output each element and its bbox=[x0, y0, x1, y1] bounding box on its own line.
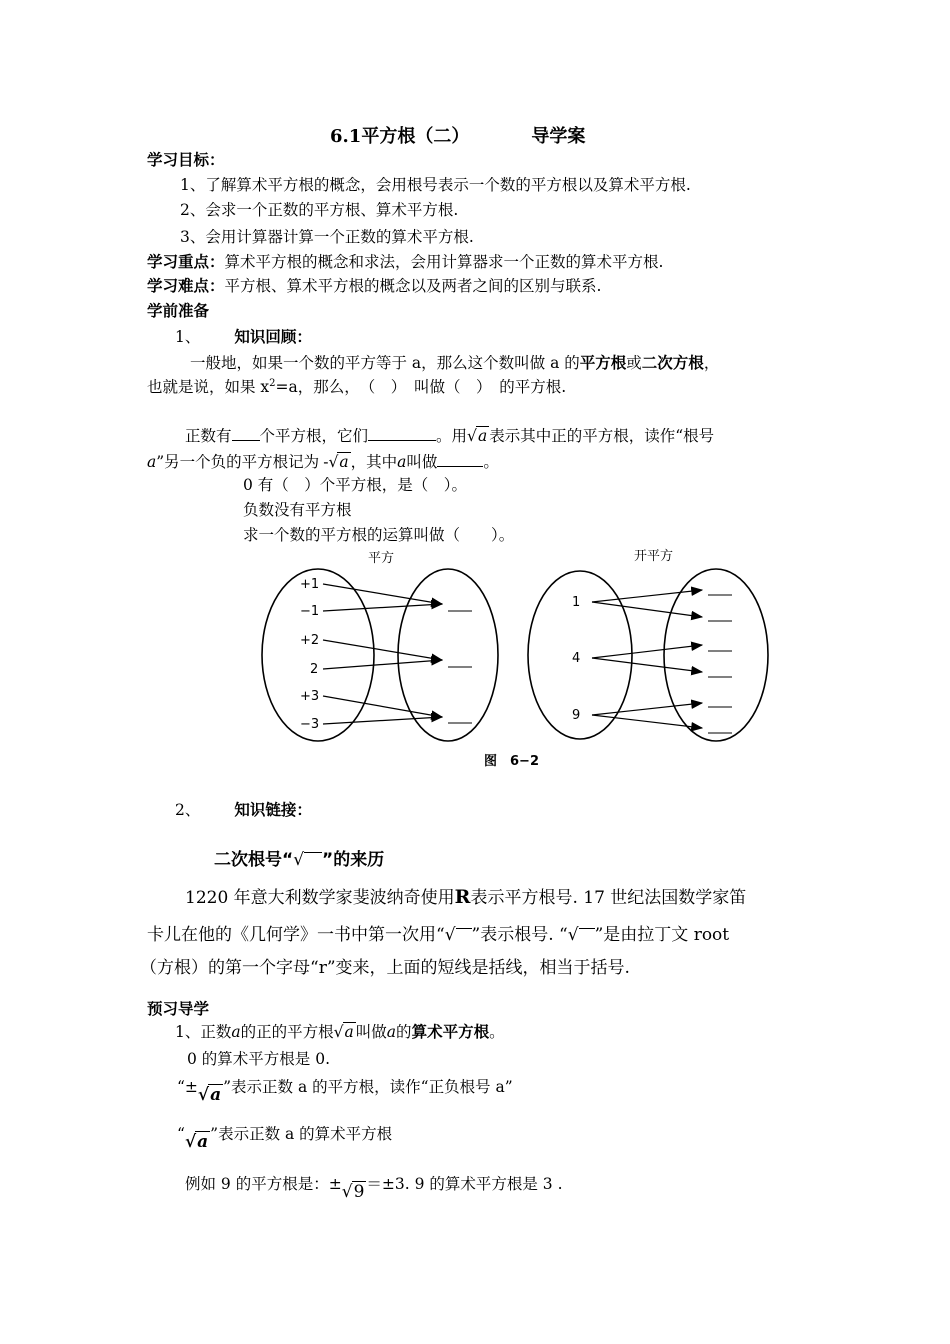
sqrt-a-symbol: √a bbox=[184, 1132, 209, 1152]
label-sqrt: 开平方 bbox=[634, 549, 674, 564]
item-plus3: +3 bbox=[300, 689, 320, 704]
review-paragraph-3: 正数有 个平方根，它们 。用√a 表示其中正的平方根，读作“根号 bbox=[185, 427, 715, 445]
arrow bbox=[592, 602, 702, 617]
objective-item: 1、了解算术平方根的概念，会用根号表示一个数的平方根以及算术平方根. bbox=[180, 176, 691, 194]
prep-heading: 学前准备 bbox=[147, 301, 210, 320]
item-plus2: +2 bbox=[300, 633, 320, 648]
item-plus1: +1 bbox=[300, 577, 320, 592]
link-heading: 2、 知识链接： bbox=[175, 800, 312, 819]
arrow bbox=[323, 696, 442, 717]
page-title: 6.1平方根（二） 导学案 bbox=[330, 126, 586, 147]
preview-line-5: 例如 9 的平方根是：±√9 ＝±3. 9 的算术平方根是 3 . bbox=[185, 1175, 563, 1202]
arrow bbox=[323, 717, 442, 724]
objective-item: 3、会用计算器计算一个正数的算术平方根. bbox=[180, 228, 474, 246]
arrow bbox=[323, 640, 442, 660]
sqrt-a-symbol: √a bbox=[467, 427, 488, 445]
objective-item: 2、会求一个正数的平方根、算术平方根. bbox=[180, 201, 459, 219]
difficulty: 学习难点：平方根、算术平方根的概念以及两者之间的区别与联系. bbox=[147, 276, 602, 295]
arrow bbox=[592, 703, 702, 715]
arrow bbox=[592, 590, 702, 602]
preview-heading: 预习导学 bbox=[147, 999, 210, 1018]
arrow bbox=[592, 658, 702, 672]
arrow bbox=[592, 645, 702, 658]
radical-history-title: 二次根号“√ ”的来历 bbox=[214, 850, 385, 870]
sqrt-operation: 求一个数的平方根的运算叫做（ ）。 bbox=[243, 526, 515, 544]
arrow bbox=[323, 604, 442, 611]
item-2: 2 bbox=[310, 662, 319, 677]
sqrt-9-symbol: √9 bbox=[341, 1182, 365, 1202]
item-minus3: −3 bbox=[300, 717, 320, 732]
preview-line-2: 0 的算术平方根是 0. bbox=[187, 1050, 331, 1068]
sqrt-a-symbol: √a bbox=[333, 1023, 354, 1041]
history-line-1: 1220 年意大利数学家斐波纳奇使用R表示平方根号. 17 世纪法国数学家笛 bbox=[185, 886, 747, 908]
answer-blank[interactable] bbox=[232, 426, 260, 441]
mapping-figure bbox=[250, 545, 790, 775]
arrow bbox=[323, 584, 442, 604]
review-paragraph-1: 一般地，如果一个数的平方等于 a，那么这个数叫做 a 的平方根或二次方根， bbox=[190, 353, 720, 372]
answer-blank[interactable] bbox=[368, 426, 436, 441]
negative-roots: 负数没有平方根 bbox=[243, 501, 352, 519]
review-paragraph-4: a”另一个负的平方根记为 -√a ，其中a叫做 。 bbox=[147, 453, 499, 471]
review-paragraph-2: 也就是说，如果 $x^2=a$，那么， （ ） 叫做（ ） 的平方根. bbox=[147, 378, 567, 397]
item-4: 4 bbox=[572, 651, 581, 666]
neg-sqrt-a-symbol: -√a bbox=[323, 453, 349, 471]
item-1: 1 bbox=[572, 595, 581, 610]
answer-blank[interactable] bbox=[437, 452, 483, 467]
preview-line-4: “√a ”表示正数 a 的算术平方根 bbox=[177, 1125, 393, 1152]
item-minus1: −1 bbox=[300, 604, 320, 619]
domain-ellipse bbox=[262, 569, 374, 741]
history-line-3: （方根）的第一个字母“r”变来，上面的短线是括线，相当于括号. bbox=[140, 958, 630, 978]
figure-caption: 图 6−2 bbox=[484, 754, 539, 769]
label-square: 平方 bbox=[368, 551, 395, 566]
objectives-heading: 学习目标： bbox=[147, 150, 225, 169]
sqrt-a-symbol: √a bbox=[197, 1085, 222, 1105]
key-point: 学习重点：算术平方根的概念和求法，会用计算器求一个正数的算术平方根. bbox=[147, 252, 664, 271]
history-line-2: 卡儿在他的《几何学》一书中第一次用“√ ”表示根号. “√ ”是由拉丁文 root bbox=[147, 925, 730, 945]
preview-line-1: 1、正数a的正的平方根√a 叫做a的算术平方根。 bbox=[175, 1022, 505, 1041]
item-9: 9 bbox=[572, 708, 581, 723]
arrow bbox=[323, 660, 442, 669]
review-heading: 1、 知识回顾： bbox=[175, 327, 312, 346]
zero-roots: 0 有（ ）个平方根，是（ ）。 bbox=[243, 476, 468, 494]
preview-line-3: “±√a ”表示正数 a 的平方根，读作“正负根号 a” bbox=[177, 1078, 513, 1105]
